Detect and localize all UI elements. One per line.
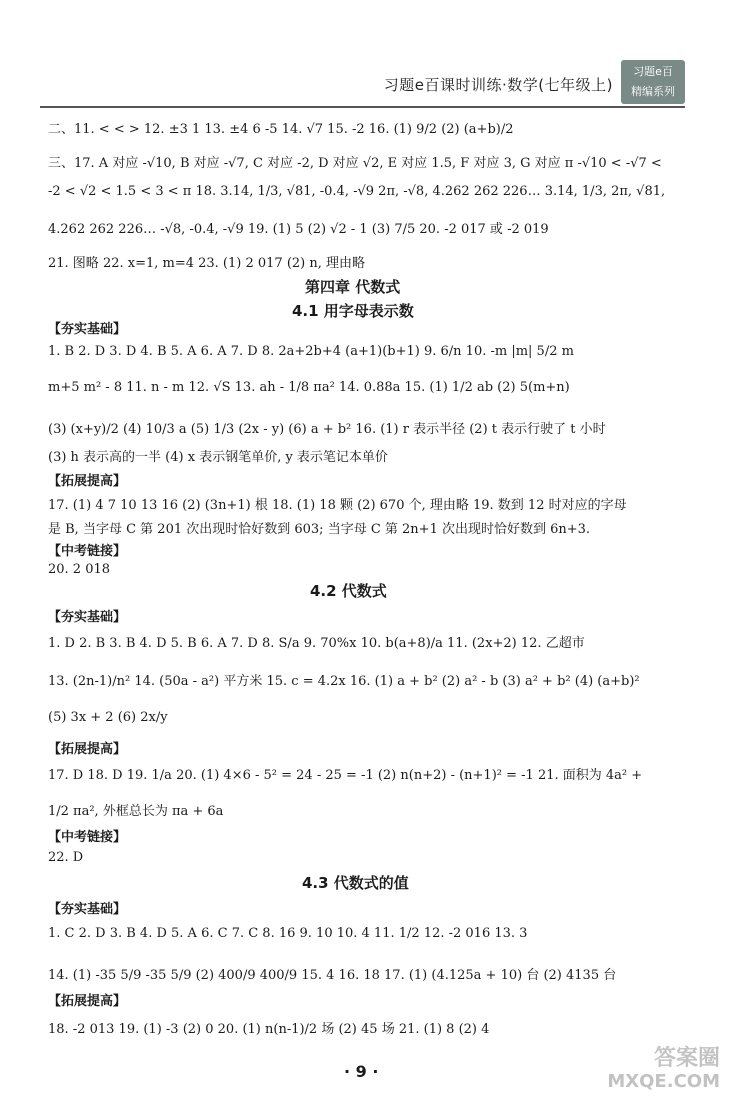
label-basic: 【夯实基础】 <box>48 610 127 625</box>
series-badge-bottom: 精编系列 <box>631 85 675 98</box>
answer-line: 22. D <box>48 850 84 865</box>
chapter-title: 第四章 代数式 <box>305 278 401 296</box>
label-basic: 【夯实基础】 <box>48 902 127 917</box>
label-extend: 【拓展提高】 <box>48 742 127 757</box>
answer-line: 14. (1) -35 5/9 -35 5/9 (2) 400/9 400/9 15. 4 16. 18 17. (1) (4.125a + 10) 台 (2) 4135 台 <box>48 968 617 983</box>
answer-line: 18. -2 013 19. (1) -3 (2) 0 20. (1) n(n-1)/2 场 (2) 45 场 21. (1) 8 (2) 4 <box>48 1022 490 1037</box>
watermark-site: MXQE.COM <box>607 1071 720 1092</box>
label-extend: 【拓展提高】 <box>48 474 127 489</box>
page-number: · 9 · <box>344 1062 379 1081</box>
section-title-4-2: 4.2 代数式 <box>310 582 387 600</box>
answer-line: 1. C 2. D 3. B 4. D 5. A 6. C 7. C 8. 16 9. 10 10. 4 11. 1/2 12. -2 016 13. 3 <box>48 926 528 941</box>
label-exam: 【中考链接】 <box>48 830 127 845</box>
answer-line: 17. D 18. D 19. 1/a 20. (1) 4×6 - 5² = 24 - 25 = -1 (2) n(n+2) - (n+1)² = -1 21. 面积为 4a² + <box>48 768 643 783</box>
answer-line: 13. (2n-1)/n² 14. (50a - a²) 平方米 15. c = 4.2x 16. (1) a + b² (2) a² - b (3) a² + b² (4) (a+b)² <box>48 674 640 689</box>
section-title-4-1: 4.1 用字母表示数 <box>292 302 414 320</box>
watermark-logo <box>600 1048 720 1096</box>
answer-line: (5) 3x + 2 (6) 2x/y <box>48 710 168 725</box>
series-badge <box>621 60 685 104</box>
answer-line: m+5 m² - 8 11. n - m 12. √S 13. ah - 1/8 πa² 14. 0.88a 15. (1) 1/2 ab (2) 5(m+n) <box>48 380 570 395</box>
answer-line: 是 B, 当字母 C 第 201 次出现时恰好数到 603; 当字母 C 第 2n+1 次出现时恰好数到 6n+3. <box>48 522 591 537</box>
answer-line: 1. B 2. D 3. D 4. B 5. A 6. A 7. D 8. 2a+2b+4 (a+1)(b+1) 9. 6/n 10. -m |m| 5/2 m <box>48 344 574 359</box>
answer-line: 4.262 262 226… -√8, -0.4̇, -√9 19. (1) 5 (2) √2 - 1 (3) 7/5 20. -2 017 或 -2 019 <box>48 222 549 237</box>
answer-line: 21. 图略 22. x=1, m=4 23. (1) 2 017 (2) n, 理由略 <box>48 256 366 271</box>
header-title: 习题e百课时训练·数学(七年级上) <box>383 76 613 94</box>
section-title-4-3: 4.3 代数式的值 <box>302 874 409 892</box>
label-basic: 【夯实基础】 <box>48 322 127 337</box>
label-extend: 【拓展提高】 <box>48 994 127 1009</box>
page-header <box>40 60 685 108</box>
answer-line: (3) (x+y)/2 (4) 10/3 a (5) 1/3 (2x - y) (6) a + b² 16. (1) r 表示半径 (2) t 表示行驶了 t 小时 <box>48 422 606 437</box>
answer-line: -2 < √2 < 1.5 < 3 < π 18. 3.14, 1/3, √81, -0.4̇, -√9 2π, -√8, 4.262 262 226… 3.14, 1/3, 2π, √81, <box>48 184 666 199</box>
answer-line: 1. D 2. B 3. B 4. D 5. B 6. A 7. D 8. S/a 9. 70%x 10. b(a+8)/a 11. (2x+2) 12. 乙超市 <box>48 636 585 651</box>
answer-line: 三、17. A 对应 -√10, B 对应 -√7, C 对应 -2, D 对应 √2, E 对应 1.5, F 对应 3, G 对应 π -√10 < -√7 < <box>48 156 662 171</box>
answer-line: (3) h 表示高的一半 (4) x 表示钢笔单价, y 表示笔记本单价 <box>48 450 388 465</box>
series-badge-top: 习题e百 <box>633 65 673 78</box>
answer-line: 20. 2 018 <box>48 562 111 577</box>
answer-line: 二、11. < < > 12. ±3 1 13. ±4 6 -5 14. √7 15. -2 16. (1) 9/2 (2) (a+b)/2 <box>48 122 514 137</box>
answer-line: 17. (1) 4 7 10 13 16 (2) (3n+1) 根 18. (1) 18 颗 (2) 670 个, 理由略 19. 数到 12 时对应的字母 <box>48 498 627 513</box>
watermark-text: 答案圈 <box>653 1046 720 1071</box>
answer-line: 1/2 πa², 外框总长为 πa + 6a <box>48 804 224 819</box>
label-exam: 【中考链接】 <box>48 544 127 559</box>
